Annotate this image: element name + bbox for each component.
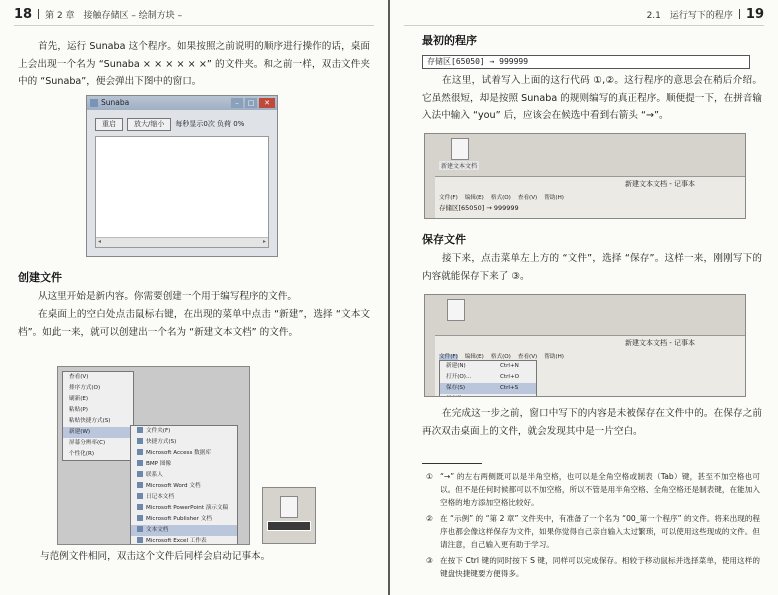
- maximize-icon: □: [245, 98, 257, 108]
- excel-icon: [137, 537, 143, 543]
- text-file-icon: [280, 496, 298, 518]
- menu-edit: 编辑(E): [464, 354, 484, 360]
- menu-item: 排序方式(O): [69, 385, 101, 391]
- menu-item-new: 新建(W): [63, 427, 133, 438]
- submenu-item: 联系人: [131, 470, 237, 481]
- notepad-menubar: [439, 352, 571, 360]
- notepad-menubar: [439, 193, 571, 201]
- menu-item: 刷新(E): [69, 396, 89, 402]
- sunaba-toolbar: [95, 118, 244, 131]
- left-caption: 与范例文件相同，双击这个文件后同样会启动记事本。: [40, 551, 271, 562]
- app-icon: [90, 99, 98, 107]
- text-file-icon: [451, 138, 469, 160]
- menu-item: 查看(V): [69, 374, 89, 380]
- sunaba-title: Sunaba: [101, 98, 130, 107]
- left-para-new-content: 从这里开始是新内容。你需要创建一个用于编写程序的文件。: [38, 291, 298, 302]
- notepad-title: 新建文本文档 - 记事本: [625, 180, 695, 188]
- notepad-screenshot-2: [424, 294, 746, 397]
- left-para-right-click: 在桌面上的空白处点击鼠标右键，在出现的菜单中点击 “新建”，选择 “文本文档”。如此一来，就可以创建出一个名为 “新建文本文档” 的文件。: [18, 309, 370, 338]
- notepad-title: 新建文本文档 - 记事本: [625, 339, 695, 347]
- file-menu-save: 保存(S) Ctrl+S: [440, 383, 536, 394]
- file-dropdown-menu: [439, 360, 537, 397]
- close-icon: ✕: [259, 98, 275, 108]
- submenu-item: Microsoft Excel 工作表: [131, 536, 237, 545]
- publisher-icon: [137, 515, 143, 521]
- menu-help: 帮助(H): [544, 354, 564, 360]
- scroll-right-icon: ▸: [262, 238, 266, 245]
- right-para-save: 接下来，点击菜单左上方的 “文件”，选择 “保存”。这样一来，刚刚写下的内容就能保存下来了 ③。: [422, 253, 762, 282]
- notepad-window: [435, 176, 745, 219]
- contact-icon: [137, 471, 143, 477]
- submenu-item: 日记本文档: [131, 492, 237, 503]
- shortcut-icon: [137, 438, 143, 444]
- zoom-button: 放大/缩小: [127, 118, 171, 131]
- text-document-icon: [137, 526, 143, 532]
- text-file-icon: [447, 299, 465, 321]
- left-para-intro: 首先，运行 Sunaba 这个程序。如果按照之前说明的顺序进行操作的话，桌面上会出现一个名为 “Sunaba × × × × × ×” 的文件夹。和之前一样，双击文件夹中的 “Sunaba”，便会弹出下图中的窗口。: [18, 41, 370, 87]
- new-submenu: [130, 425, 238, 545]
- code-example: 存储区[65050] → 999999: [422, 55, 750, 69]
- menu-item: 粘贴(P): [69, 407, 88, 413]
- restart-button: 重启: [95, 118, 123, 131]
- file-name-edit-box: [267, 521, 311, 531]
- menu-view: 查看(V): [517, 354, 538, 360]
- notepad-content: 存储区[65050] → 999999: [439, 204, 519, 212]
- access-icon: [137, 449, 143, 455]
- word-icon: [137, 482, 143, 488]
- submenu-item: Microsoft PowerPoint 演示文稿: [131, 503, 237, 514]
- sunaba-status: 每秒显示0次 负荷 0%: [175, 120, 245, 128]
- submenu-item: BMP 图像: [131, 459, 237, 470]
- submenu-item-text-document: 文本文档: [131, 525, 237, 536]
- footnote-1: ① “→” 的左右两侧既可以是半角空格，也可以是全角空格或制表（Tab）键，甚至不加空格也可以。但不是任何时候都可以不加空格，所以不管是用半角空格、全角空格还是制表键，在能加入空格的地方添加空格比较好。: [426, 472, 760, 507]
- footnote-2: ② 在 “示例” 的 “第 2 章” 文件夹中，有准备了一个名为 “00_第一个程序” 的文件。将来出现的程序也都会像这样保存为文件，如果你觉得自己亲自输入太过繁琐，可以使用这些现成的文件。但请注意，自己输入更有助于学习。: [426, 514, 760, 549]
- menu-help: 帮助(H): [544, 195, 564, 201]
- right-section-title: 2.1 运行写下的程序: [646, 11, 733, 21]
- right-running-head: [647, 7, 764, 22]
- left-running-head: [14, 7, 182, 22]
- right-page-number: 19: [745, 7, 764, 22]
- submenu-item: Microsoft Word 文档: [131, 481, 237, 492]
- menu-item: 个性化(R): [69, 451, 95, 457]
- right-page: [390, 0, 778, 595]
- menu-format: 格式(O): [490, 354, 511, 360]
- new-file-icon-screenshot: [262, 487, 316, 544]
- sunaba-canvas: [95, 136, 269, 248]
- desktop-context-menu: [62, 371, 134, 461]
- submenu-item: Microsoft Publisher 文档: [131, 514, 237, 525]
- right-para-write-code: 在这里，试着写入上面的这行代码 ①,②。这行程序的意思会在稍后介绍。它虽然很短，却是按照 Sunaba 的规则编写的真正程序。顺便提一下，在拼音输入法中输入 “you” 后，应该会在候选中看到右箭头 “→”。: [422, 75, 762, 121]
- menu-item: 屏幕分辨率(C): [69, 440, 106, 446]
- notepad-screenshot-1: [424, 133, 746, 219]
- left-page: [0, 0, 388, 595]
- left-header-rule: [14, 25, 374, 26]
- desktop-file-label: 新建文本文档: [441, 163, 478, 170]
- submenu-item: 文件夹(F): [131, 426, 237, 437]
- submenu-item: Microsoft Access 数据库: [131, 448, 237, 459]
- footnote-3: ③ 在按下 Ctrl 键的同时按下 S 键，同样可以完成保存。相较于移动鼠标并选择菜单，使用这样的键盘快捷键要方便得多。: [426, 556, 760, 578]
- heading-create-file: 创建文件: [18, 271, 62, 284]
- left-chapter-title: 第 2 章 接触存储区 – 绘制方块 –: [45, 11, 183, 21]
- right-header-rule: [404, 25, 764, 26]
- menu-item: 粘贴快捷方式(S): [69, 418, 111, 424]
- submenu-item: 快捷方式(S): [131, 437, 237, 448]
- notepad-window: [435, 335, 745, 397]
- scroll-left-icon: ◂: [98, 238, 102, 245]
- right-para-unsaved: 在完成这一步之前，窗口中写下的内容是未被保存在文件中的。在保存之前再次双击桌面上的文件，就会发现其中是一片空白。: [422, 408, 762, 437]
- context-menu-screenshot: [57, 366, 250, 545]
- menu-edit: 编辑(E): [464, 195, 484, 201]
- file-menu-save-as: [440, 394, 536, 397]
- file-menu-new: 新建(N) Ctrl+N: [446, 363, 519, 369]
- menu-view: 查看(V): [517, 195, 538, 201]
- sunaba-window-screenshot: [86, 95, 278, 257]
- file-menu-open: 打开(O)... Ctrl+O: [446, 374, 520, 380]
- folder-icon: [137, 427, 143, 433]
- journal-icon: [137, 493, 143, 499]
- minimize-icon: –: [231, 98, 243, 108]
- footnote-rule: [422, 463, 482, 464]
- heading-save-file: 保存文件: [422, 233, 466, 246]
- heading-first-program: 最初的程序: [422, 34, 477, 47]
- menu-file: 文件(F): [439, 354, 458, 360]
- bmp-icon: [137, 460, 143, 466]
- horizontal-scrollbar: [96, 237, 268, 247]
- sunaba-titlebar: [87, 96, 277, 110]
- powerpoint-icon: [137, 504, 143, 510]
- left-page-number: 18: [14, 7, 33, 22]
- menu-file: 文件(F): [439, 195, 458, 201]
- menu-format: 格式(O): [490, 195, 511, 201]
